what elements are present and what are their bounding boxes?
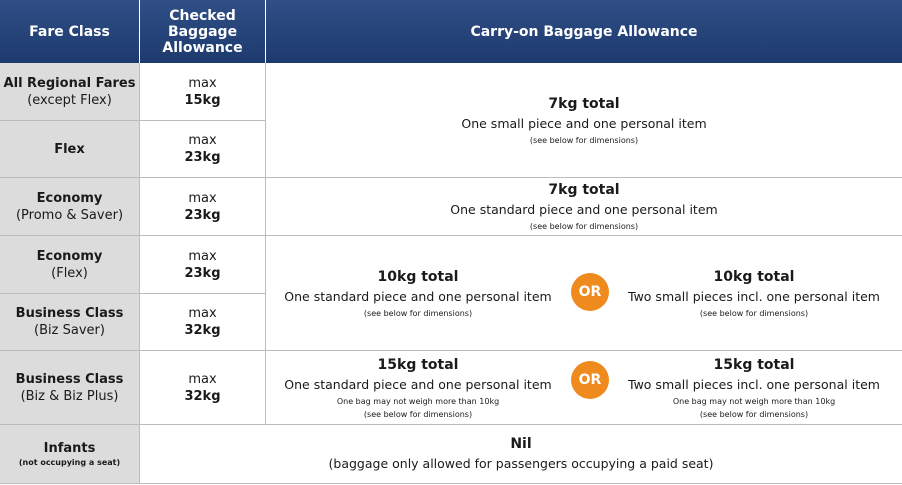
fare-class-name: All Regional Fares: [3, 75, 136, 91]
carry-on-total: 10kg total: [713, 268, 795, 285]
or-badge: OR: [571, 361, 609, 399]
fare-class-detail: (except Flex): [27, 92, 112, 108]
fare-class-cell: [0, 351, 140, 425]
carry-on-description: One small piece and one personal item: [461, 115, 707, 131]
infants-allowance-cell: [140, 425, 902, 484]
checked-weight: 32kg: [184, 388, 221, 404]
dimensions-note: (see below for dimensions): [363, 409, 473, 419]
fare-class-cell: [0, 121, 140, 178]
fare-class-detail: (not occupying a seat): [18, 457, 121, 467]
header-carry-on-label: Carry-on Baggage Allowance: [470, 23, 698, 40]
carry-on-option-left: [268, 351, 568, 424]
carry-on-option-right: [604, 351, 902, 424]
dimensions-note: (see below for dimensions): [699, 409, 809, 419]
header-fare-class: [0, 0, 140, 63]
header-fare-class-label: Fare Class: [29, 23, 110, 40]
fare-class-cell: [0, 178, 140, 236]
carry-on-total: 15kg total: [713, 356, 795, 373]
checked-weight: 15kg: [184, 92, 221, 108]
carry-on-total: 10kg total: [377, 268, 459, 285]
checked-weight: 23kg: [184, 207, 221, 223]
fare-class-name: Flex: [54, 141, 85, 157]
carry-on-option-left: [268, 236, 568, 350]
carry-on-total: 15kg total: [377, 356, 459, 373]
checked-weight: 23kg: [184, 265, 221, 281]
carry-on-biz-plus-cell: [266, 351, 902, 425]
fare-class-cell: [0, 294, 140, 351]
fare-class-cell-infants: [0, 425, 140, 484]
fare-class-cell: [0, 63, 140, 121]
dimensions-note: (see below for dimensions): [699, 308, 809, 318]
fare-class-name: Economy: [36, 190, 103, 206]
fare-class-detail: (Promo & Saver): [15, 207, 124, 223]
checked-allowance-cell: [140, 63, 266, 121]
weight-limit-note: One bag may not weigh more than 10kg: [672, 396, 836, 406]
carry-on-option-right: [604, 236, 902, 350]
fare-class-name: Business Class: [15, 306, 124, 321]
fare-class-cell: [0, 236, 140, 294]
carry-on-total: 7kg total: [548, 95, 620, 112]
infants-description: (baggage only allowed for passengers occupying a paid seat): [328, 456, 714, 471]
carry-on-description: Two small pieces incl. one personal item: [628, 376, 880, 392]
header-checked-line3: Allowance: [162, 39, 243, 56]
carry-on-description: Two small pieces incl. one personal item: [628, 288, 880, 304]
fare-class-detail: (Flex): [51, 265, 88, 281]
fare-class-detail: (Biz Saver): [34, 323, 105, 338]
max-label: max: [188, 75, 217, 91]
carry-on-economy-flex-cell: [266, 236, 902, 351]
max-label: max: [188, 190, 217, 206]
checked-weight: 32kg: [184, 323, 221, 338]
carry-on-economy-promo-cell: [266, 178, 902, 236]
checked-allowance-cell: [140, 121, 266, 178]
or-badge: OR: [571, 273, 609, 311]
fare-class-name: Economy: [36, 248, 103, 264]
header-checked-line1: Checked: [169, 7, 236, 24]
dimensions-note: (see below for dimensions): [363, 308, 473, 318]
fare-class-name: Infants: [43, 440, 96, 456]
max-label: max: [188, 248, 217, 264]
checked-allowance-cell: [140, 294, 266, 351]
weight-limit-note: One bag may not weigh more than 10kg: [336, 396, 500, 406]
header-carry-on: [266, 0, 902, 63]
checked-allowance-cell: [140, 178, 266, 236]
fare-class-detail: (Biz & Biz Plus): [20, 388, 119, 404]
checked-weight: 23kg: [184, 150, 221, 165]
max-label: max: [188, 371, 217, 387]
carry-on-total: 7kg total: [548, 182, 620, 198]
infants-total: Nil: [510, 436, 532, 452]
header-checked-baggage: [140, 0, 266, 63]
carry-on-description: One standard piece and one personal item: [284, 288, 552, 304]
carry-on-description: One standard piece and one personal item: [450, 202, 718, 217]
fare-class-name: Business Class: [15, 371, 124, 387]
header-checked-line2: Baggage: [167, 23, 238, 40]
carry-on-description: One standard piece and one personal item: [284, 376, 552, 392]
carry-on-regional-cell: [266, 63, 902, 178]
max-label: max: [188, 306, 217, 321]
checked-allowance-cell: [140, 351, 266, 425]
max-label: max: [188, 133, 217, 148]
checked-allowance-cell: [140, 236, 266, 294]
dimensions-note: (see below for dimensions): [529, 222, 639, 231]
dimensions-note: (see below for dimensions): [529, 135, 639, 145]
